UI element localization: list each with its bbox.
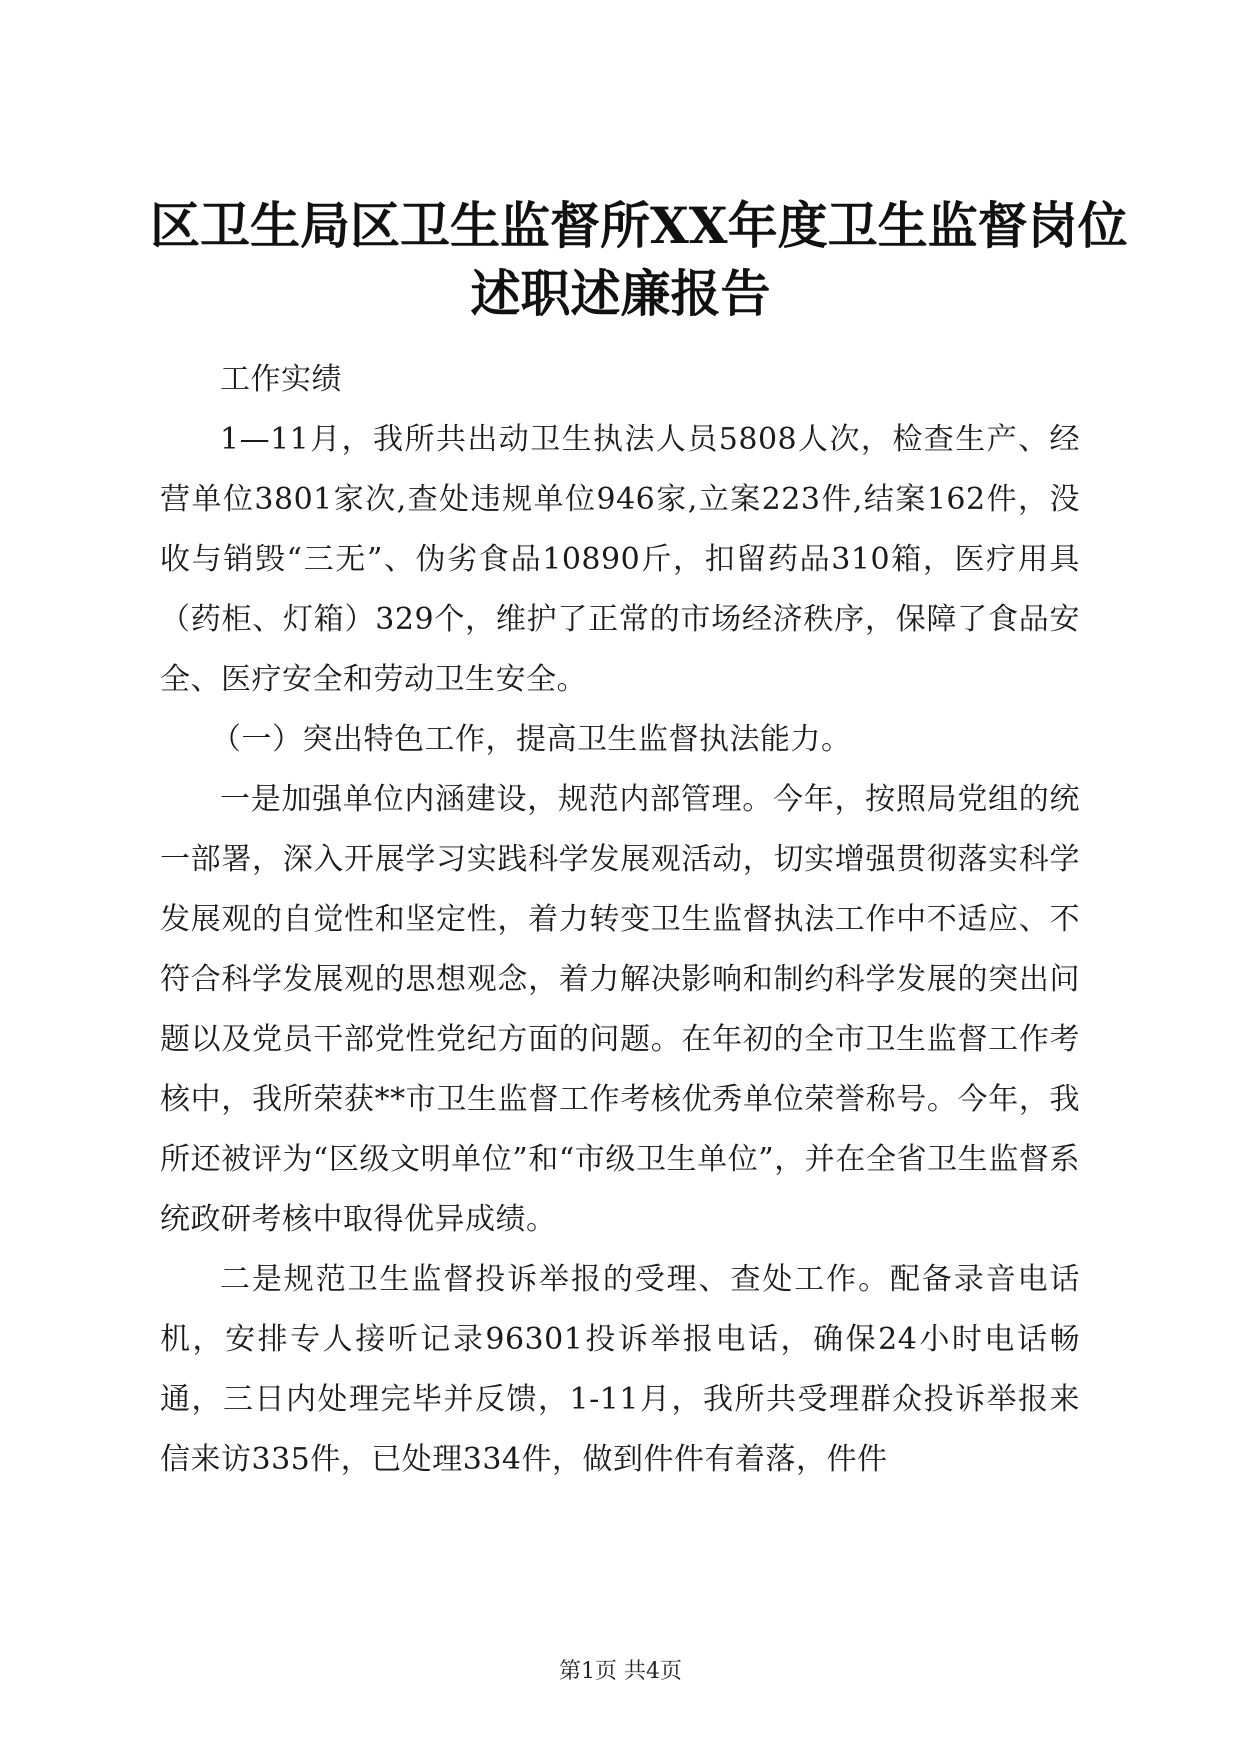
page-footer: 第1页 共4页 — [559, 1659, 682, 1684]
subsection-heading: （一）突出特色工作，提高卫生监督执法能力。 — [211, 722, 852, 757]
paragraph: 1—11月，我所共出动卫生执法人员5808人次，检查生产、经营单位3801家次,查处违规单位946家,立案223件,结案162件，没收与销毁“三无”、伪劣食品10890斤，扣留药品310箱，医疗用具（药柜、灯箱）329个，维护了正常的市场经济秩序，保障了食品安全、医疗安全和劳动卫生安全。 — [160, 422, 1080, 697]
document-body — [160, 350, 1080, 1490]
document-title-line1: 区卫生局区卫生监督所XX年度卫生监督岗位 — [150, 196, 1128, 255]
section-heading: 工作实绩 — [220, 362, 342, 397]
paragraph: 一是加强单位内涵建设，规范内部管理。今年，按照局党组的统一部署，深入开展学习实践科学发展观活动，切实增强贯彻落实科学发展观的自觉性和坚定性，着力转变卫生监督执法工作中不适应、不符合科学发展观的思想观念，着力解决影响和制约科学发展的突出问题以及党员干部党性党纪方面的问题。在年初的全市卫生监督工作考核中，我所荣获**市卫生监督工作考核优秀单位荣誉称号。今年，我所还被评为“区级文明单位”和“市级卫生单位”，并在全省卫生监督系统政研考核中取得优异成绩。 — [160, 782, 1080, 1237]
document-title-line2: 述职述廉报告 — [470, 264, 771, 323]
paragraph: 二是规范卫生监督投诉举报的受理、查处工作。配备录音电话机，安排专人接听记录96301投诉举报电话，确保24小时电话畅通，三日内处理完毕并反馈，1-11月，我所共受理群众投诉举报来信来访335件，已处理334件，做到件件有着落，件件 — [160, 1262, 1080, 1477]
